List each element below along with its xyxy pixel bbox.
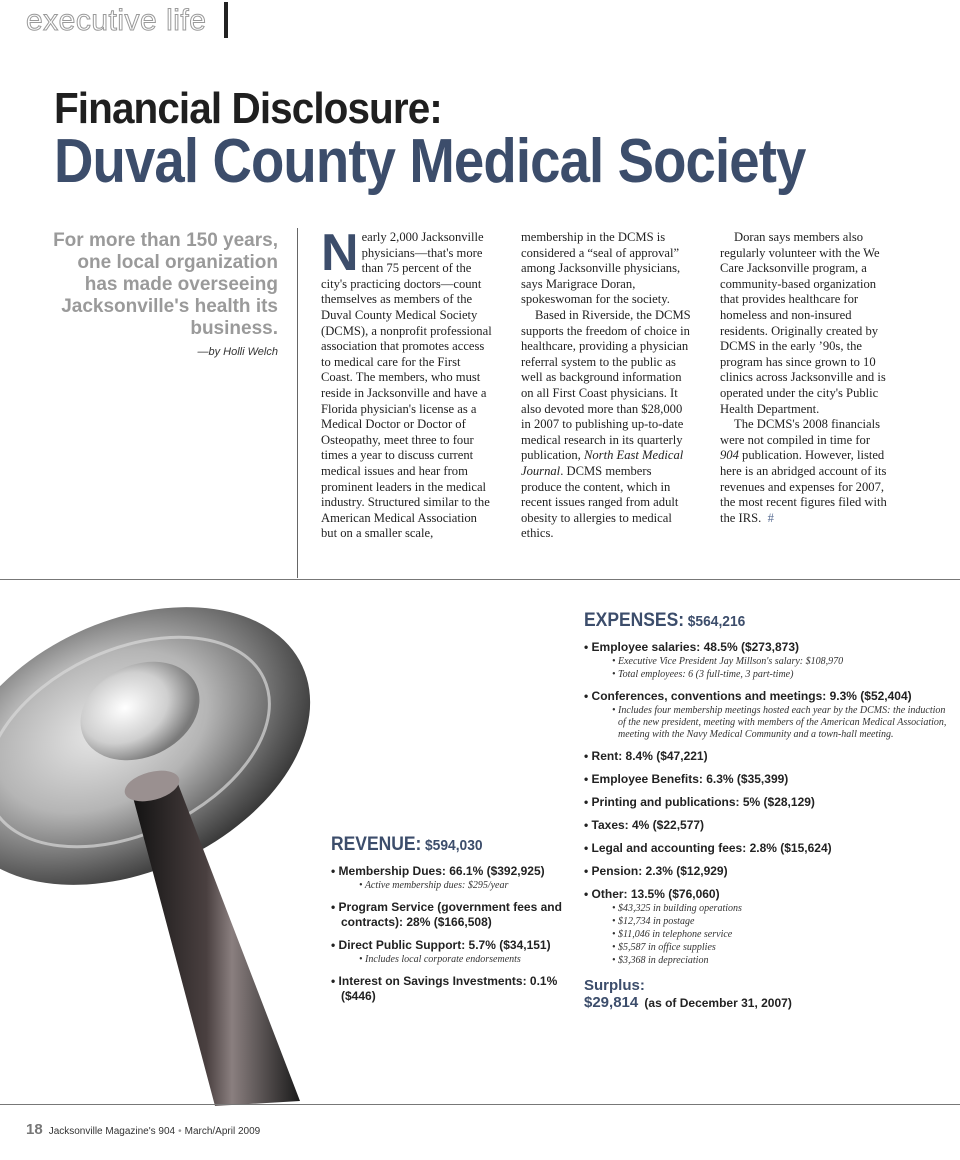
revenue-item: • Membership Dues: 66.1% ($392,925) bbox=[331, 864, 545, 878]
expenses-sub-item: • $12,734 in postage bbox=[612, 916, 695, 927]
expenses-section bbox=[584, 610, 954, 1011]
revenue-item: • Direct Public Support: 5.7% ($34,151) bbox=[331, 938, 551, 952]
expenses-sub-item: • $5,587 in office supplies bbox=[612, 942, 716, 953]
expenses-sub-item: • $43,325 in building operations bbox=[612, 903, 742, 914]
col2-paragraph-1: membership in the DCMS is considered a “seal of approval” among Jacksonville physicians, says Marigrace Doran, spokeswoman for the society. bbox=[521, 230, 681, 307]
section-divider bbox=[224, 2, 228, 38]
page-number: 18 bbox=[26, 1121, 43, 1138]
col2-paragraph-2: Based in Riverside, the DCMS supports the freedom of choice in healthcare, providing a physician referral system to the public as well as background information on all First Coast physicians. It also devoted more than $28,000 in 2007 to publishing up-to-date medical research in its quarterly publication, North East Medical Journal. DCMS members produce the content, which in recent issues ranged from adult obesity to allergies to medical ethics. bbox=[521, 307, 691, 541]
article-column-2 bbox=[521, 230, 693, 542]
end-mark: # bbox=[767, 510, 774, 525]
revenue-item: • Interest on Savings Investments: 0.1% ($446) bbox=[331, 974, 558, 1003]
expenses-item: • Rent: 8.4% ($47,221) bbox=[584, 749, 708, 763]
footer: 18 Jacksonville Magazine's 904 • March/April 2009 bbox=[26, 1121, 261, 1138]
revenue-list bbox=[331, 864, 571, 1004]
pull-quote: For more than 150 years, one local organization has made overseeing Jacksonville's health its business. bbox=[53, 230, 278, 339]
expenses-sub-item: • $11,046 in telephone service bbox=[612, 929, 733, 940]
expenses-list bbox=[584, 640, 954, 967]
expenses-item: • Employee salaries: 48.5% ($273,873) bbox=[584, 640, 799, 654]
col1-text: early 2,000 Jacksonville physicians—that's more than 75 percent of the city's practicing doctors—count themselves as members of the Duval County Medical Society (DCMS), a nonprofit professional association that promotes access to medical care for the First Coast. The members, who must reside in Jacksonville and have a Florida physician's license as a Medical Doctor or Doctor of Osteopathy, meet three to four times a year to discuss current medical issues and hear from prominent leaders in the medical industry. Structured similar to the American Medical Association but on a smaller scale, bbox=[321, 230, 492, 541]
byline: —by Holli Welch bbox=[197, 346, 278, 358]
expenses-item: • Pension: 2.3% ($12,929) bbox=[584, 864, 728, 878]
expenses-item: • Legal and accounting fees: 2.8% ($15,624) bbox=[584, 841, 832, 855]
expenses-item: • Printing and publications: 5% ($28,129) bbox=[584, 795, 815, 809]
article-column-1 bbox=[321, 224, 493, 542]
title-line-2: Duval County Medical Society bbox=[54, 127, 806, 196]
revenue-section bbox=[331, 834, 571, 1004]
expenses-item: • Other: 13.5% ($76,060) bbox=[584, 887, 720, 901]
stethoscope-photo bbox=[0, 596, 320, 1106]
drop-cap: N bbox=[321, 224, 359, 282]
col3-paragraph-1: Doran says members also regularly volunteer with the We Care Jacksonville program, a community-based organization that provides healthcare for homeless and non-insured residents. Originally created by DCMS in the early ’90s, the program has since grown to 10 clinics across Jacksonville and is operated under the city's Public Health Department. bbox=[720, 230, 886, 416]
expenses-item: • Employee Benefits: 6.3% ($35,399) bbox=[584, 772, 789, 786]
expenses-sub-item: • Executive Vice President Jay Millson's salary: $108,970 bbox=[612, 656, 844, 667]
article-column-3 bbox=[720, 230, 892, 526]
footer-rule bbox=[0, 1104, 960, 1105]
section-label: executive life bbox=[26, 4, 207, 37]
revenue-sub-item: • Includes local corporate endorsements bbox=[359, 954, 521, 965]
title-line-1: Financial Disclosure: bbox=[54, 84, 442, 133]
expenses-sub-item: • $3,368 in depreciation bbox=[612, 955, 709, 966]
col3-paragraph-2: The DCMS's 2008 financials were not compiled in time for 904 publication. However, listed here is an abridged account of its revenues and expenses for 2007, the most recent figures filed with the IRS. # bbox=[720, 417, 887, 525]
revenue-sub-item: • Active membership dues: $295/year bbox=[359, 880, 509, 891]
issue-date: March/April 2009 bbox=[184, 1126, 261, 1137]
expenses-heading: EXPENSES: $564,216 bbox=[584, 610, 746, 631]
section-rule bbox=[0, 579, 960, 580]
expenses-item: • Conferences, conventions and meetings: 9.3% ($52,404) bbox=[584, 689, 912, 703]
expenses-total: $564,216 bbox=[687, 613, 746, 630]
magazine-name: Jacksonville Magazine's 904 bbox=[48, 1126, 176, 1137]
expenses-sub-item: • Includes four membership meetings hosted each year by the DCMS: the induction of the new president, meeting with members of the American Medical Association, meeting with the Navy Medical Community and a town-hall meeting. bbox=[612, 705, 947, 740]
surplus-label: Surplus: bbox=[584, 977, 645, 994]
expenses-item: • Taxes: 4% ($22,577) bbox=[584, 818, 705, 832]
revenue-total: $594,030 bbox=[425, 837, 483, 854]
revenue-item: • Program Service (government fees and contracts): 28% ($166,508) bbox=[331, 900, 562, 929]
column-rule bbox=[297, 228, 298, 578]
revenue-heading: REVENUE: $594,030 bbox=[331, 834, 483, 855]
expenses-sub-item: • Total employees: 6 (3 full-time, 3 part-time) bbox=[612, 669, 794, 680]
surplus-value: $29,814 (as of December 31, 2007) bbox=[584, 994, 792, 1011]
